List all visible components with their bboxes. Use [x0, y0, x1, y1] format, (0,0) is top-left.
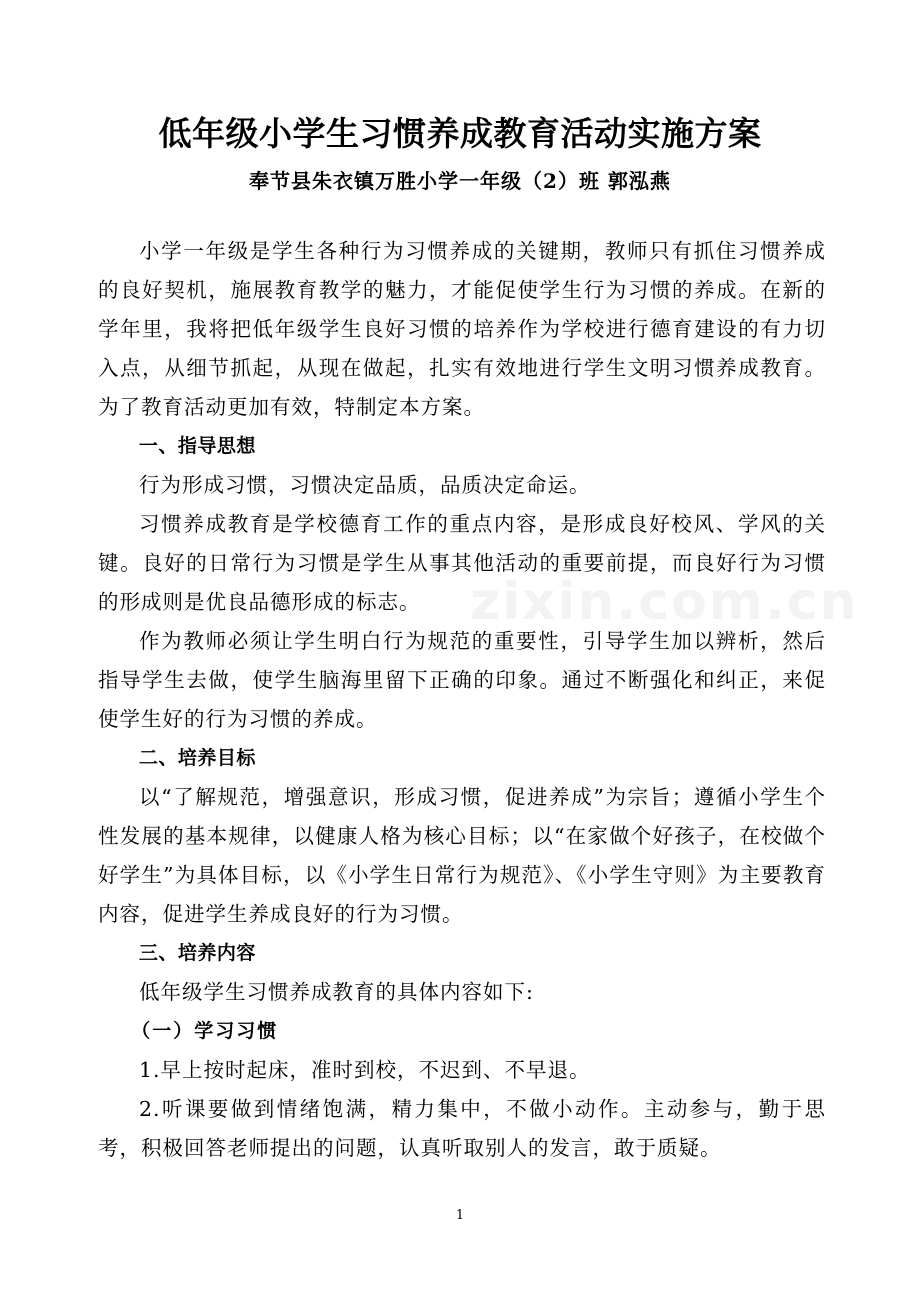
page-number: 1 — [455, 1208, 465, 1223]
section-heading-training-content: 三、培养内容 — [138, 942, 256, 964]
list-item: 2.听课要做到情绪饱满，精力集中，不做小动作。主动参与，勤于思考，积极回答老师提出的问题，认真听取别人的发言，敢于质疑。 — [98, 1097, 826, 1160]
paragraph: 作为教师必须让学生明白行为规范的重要性，引导学生加以辨析，然后指导学生去做，使学生脑海里留下正确的印象。通过不断强化和纠正，来促使学生好的行为习惯的养成。 — [98, 629, 826, 731]
paragraph: 低年级学生习惯养成教育的具体内容如下: — [139, 980, 534, 1004]
paragraph: 习惯养成教育是学校德育工作的重点内容，是形成良好校风、学风的关键。良好的日常行为习惯是学生从事其他活动的重要前提，而良好行为习惯的形成则是优良品德形成的标志。 — [98, 512, 826, 614]
document-title: 低年级小学生习惯养成教育活动实施方案 — [158, 114, 762, 153]
watermark-text: zixin.com.cn — [470, 572, 859, 632]
paragraph: 行为形成习惯，习惯决定品质，品质决定命运。 — [139, 473, 591, 497]
document-subtitle: 奉节县朱衣镇万胜小学一年级（2）班 郭泓燕 — [249, 169, 671, 193]
paragraph: 以“了解规范，增强意识，形成习惯，促进养成”为宗旨；遵循小学生个性发展的基本规律，以健康人格为核心目标；以“在家做个好孩子，在校做个好学生”为具体目标，以《小学生日常行为规范》、《小学生守则》为主要教育内容，促进学生养成良好的行为习惯。 — [98, 785, 826, 926]
list-item: 1.早上按时起床，准时到校，不迟到、不早退。 — [139, 1058, 591, 1082]
subsection-heading-study-habits: （一）学习习惯 — [131, 1020, 279, 1042]
section-heading-training-goals: 二、培养目标 — [138, 747, 256, 769]
section-heading-guiding-thought: 一、指导思想 — [138, 435, 256, 457]
document-body — [0, 232, 920, 1168]
intro-paragraph: 小学一年级是学生各种行为习惯养成的关键期，教师只有抓住习惯养成的良好契机，施展教育教学的魅力，才能促使学生行为习惯的养成。在新的学年里，我将把低年级学生良好习惯的培养作为学校进行德育建设的有力切入点，从细节抓起，从现在做起，扎实有效地进行学生文明习惯养成教育。为了教育活动更加有效，特制定本方案。 — [98, 239, 826, 419]
